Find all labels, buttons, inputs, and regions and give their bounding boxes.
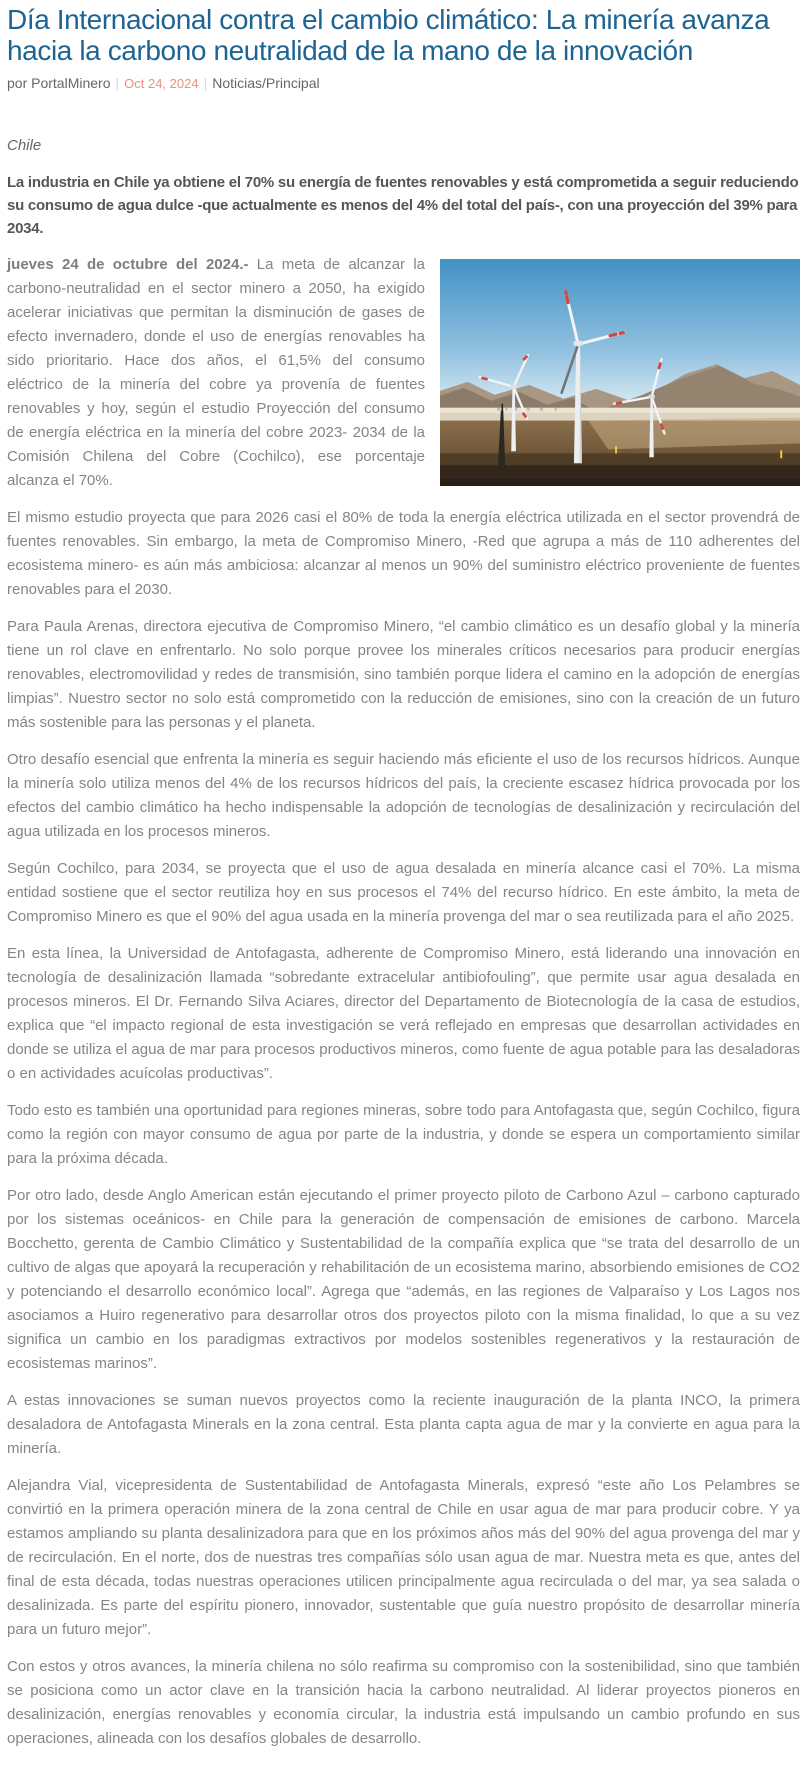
article-paragraph: Para Paula Arenas, directora ejecutiva de Compromiso Minero, “el cambio climático es un desafío global y la minería tiene un rol clave en enfrentarlo. No solo porque provee los minerales críticos necesarios para producir energías renovables, electromovilidad y redes de transmisión, sino también porque lidera el camino en la adopción de energías limpias”. Nuestro sector no solo está comprometido con la reducción de emisiones, sino con la creación de un futuro más sostenible para las personas y el planeta. <box>7 618 800 731</box>
meta-separator: | <box>203 75 208 91</box>
article-intro: La industria en Chile ya obtiene el 70% su energía de fuentes renovables y está comprometida a seguir reduciendo su consumo de agua dulce -que actualmente es menos del 4% del total del país-, con una proyección del 39% para 2034. <box>7 174 799 237</box>
article-body <box>7 253 800 1751</box>
category-link[interactable]: Noticias/Principal <box>212 75 320 91</box>
article-paragraph: A estas innovaciones se suman nuevos proyectos como la reciente inauguración de la planta INCO, la primera desaladora de Antofagasta Minerals en la zona central. Esta planta capta agua de mar y la convierte en agua para la minería. <box>7 1392 800 1457</box>
article-paragraph: Alejandra Vial, vicepresidenta de Sustentabilidad de Antofagasta Minerals, expresó “este año Los Pelambres se convirtió en la primera operación minera de la zona central de Chile en usar agua de mar para producir cobre. Y ya estamos ampliando su planta desalinizadora para que en los próximos años más del 90% del agua provenga del mar y de recirculación. En el norte, dos de nuestras tres compañías sólo usan agua de mar. Nuestra meta es que, antes del final de esta década, todas nuestras operaciones utilicen principalmente agua recirculada o del mar, ya sea salada o desalinizada. Es parte del espíritu pionero, innovador, sustentable que guía nuestro propósito de desarrollar minería para un futuro mejor”. <box>7 1477 800 1638</box>
article-paragraph <box>7 253 800 493</box>
author-link[interactable]: PortalMinero <box>31 75 111 91</box>
post-meta <box>7 75 800 91</box>
paragraph-text: La meta de alcanzar la carbono-neutralidad en el sector minero a 2050, ha exigido acelerar iniciativas que permitan la disminución de gases de efecto invernadero, donde el uso de energías renovables ha sido prioritario. Hace dos años, el 61,5% del consumo eléctrico de la minería del cobre ya provenía de fuentes renovables y hoy, según el estudio Proyección del consumo de energía eléctrica en la minería del cobre 2023- 2034 de la Comisión Chilena del Cobre (Cochilco), ese porcentaje alcanza el 70%. <box>7 256 425 489</box>
article-paragraph: Todo esto es también una oportunidad para regiones mineras, sobre todo para Antofagasta que, según Cochilco, figura como la región con mayor consumo de agua por parte de la industria, y donde se espera un comportamiento similar para la próxima década. <box>7 1102 800 1167</box>
article-paragraph: Según Cochilco, para 2034, se proyecta que el uso de agua desalada en minería alcance casi el 70%. La misma entidad sostiene que el sector reutiliza hoy en sus procesos el 74% del recurso hídrico. En este ámbito, la meta de Compromiso Minero es que el 90% del agua usada en la minería provenga del mar o sea reutilizada para el año 2025. <box>7 860 800 925</box>
article-paragraph: En esta línea, la Universidad de Antofagasta, adherente de Compromiso Minero, está liderando una innovación en tecnología de desalinización llamada “sobredante extracelular antibiofouling”, que permite usar agua desalada en procesos mineros. El Dr. Fernando Silva Aciares, director del Departamento de Biotecnología de la casa de estudios, explica que “el impacto regional de esta investigación se verá reflejado en empresas que desarrollan actividades en donde se utiliza el agua de mar para procesos productivos mineros, como fuente de agua potable para las desaladoras o en actividades acuícolas productivas”. <box>7 945 800 1082</box>
article-location: Chile <box>7 137 42 154</box>
article-paragraph: Con estos y otros avances, la minería chilena no sólo reafirma su compromiso con la sostenibilidad, sino que también se posiciona como un actor clave en la transición hacia la carbono neutralidad. Al liderar proyectos pioneros en desalinización, energías renovables y economía circular, la industria está impulsando un cambio profundo en sus operaciones, alineada con los desafíos globales de desarrollo. <box>7 1658 800 1747</box>
photo-ground <box>440 407 800 486</box>
wind-turbines-photo <box>440 259 800 486</box>
article-paragraph: Por otro lado, desde Anglo American están ejecutando el primer proyecto piloto de Carbono Azul – carbono capturado por los sistemas oceánicos- en Chile para la generación de compensación de emisiones de carbono. Marcela Bocchetto, gerenta de Cambio Climático y Sustentabilidad de la compañía explica que “se trata del desarrollo de un cultivo de algas que apoyará la recuperación y rehabilitación de un ecosistema marino, absorbiendo emisiones de CO2 y potenciando el desarrollo económico local”. Agrega que “además, en las regiones de Valparaíso y Los Lagos nos asociamos a Huiro regenerativo para desarrollar otros dos proyectos piloto con la misma finalidad, lo que a su vez significa un cambio en los paradigmas extractivos por modelos sostenibles regenerativos y la restauración de ecosistemas marinos”. <box>7 1187 800 1372</box>
paragraph-lead-date: jueves 24 de octubre del 2024.- <box>7 256 257 273</box>
article-paragraph: Otro desafío esencial que enfrenta la minería es seguir haciendo más eficiente el uso de los recursos hídricos. Aunque la minería solo utiliza menos del 4% de los recursos hídricos del país, la creciente escasez hídrica provocada por los efectos del cambio climático ha hecho indispensable la adopción de tecnologías de desalinización y recirculación del agua utilizada en los procesos mineros. <box>7 751 800 840</box>
post-date: Oct 24, 2024 <box>124 76 199 91</box>
meta-separator: | <box>115 75 120 91</box>
article-paragraph: El mismo estudio proyecta que para 2026 casi el 80% de toda la energía eléctrica utilizada en el sector provendrá de fuentes renovables. Sin embargo, la meta de Compromiso Minero, -Red que agrupa a más de 110 adherentes del ecosistema minero- es aún más ambiciosa: alcanzar al menos un 90% del suministro eléctrico proveniente de fuentes renovables para el 2030. <box>7 509 800 598</box>
byline-prefix: por <box>7 75 32 91</box>
page-title: Día Internacional contra el cambio climático: La minería avanza hacia la carbono neutralidad de la mano de la innovación <box>7 4 770 66</box>
